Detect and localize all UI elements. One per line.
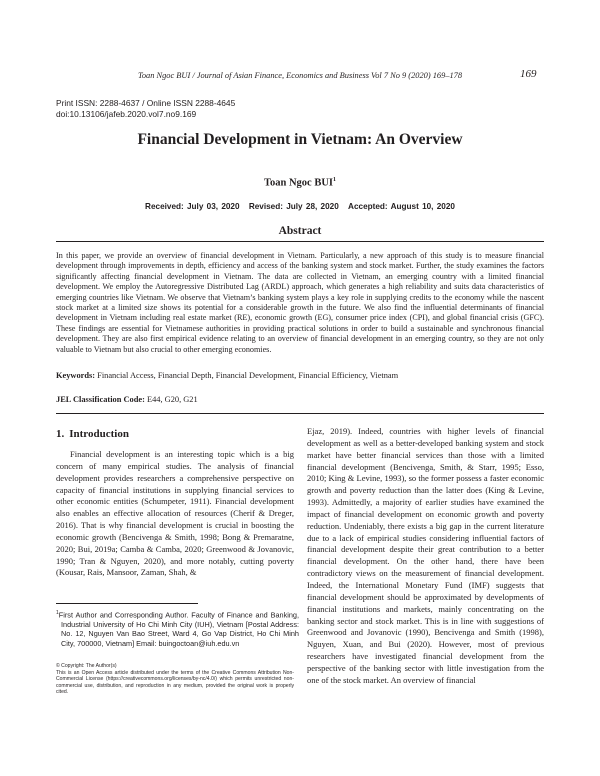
author-affiliation-marker: 1 — [333, 177, 337, 183]
license-notice: This is an Open Access article distributed under the terms of the Creative Commons Attribution Non-Commercial License (https://creativecommons.org/licenses/by-nc/4.0/) which permits unrestricted non-commercial use, distribution, and reproduction in any medium, provided the original work is properly cited. — [56, 670, 294, 696]
footnote-divider — [56, 603, 198, 604]
submission-dates — [56, 202, 544, 211]
footnote — [56, 609, 299, 648]
abstract-divider — [56, 241, 544, 242]
identifiers-block — [56, 98, 235, 120]
copyright-notice: © Copyright: The Author(s) — [56, 663, 117, 669]
footnote-text: First Author and Corresponding Author. Faculty of Finance and Banking, Industrial University of Ho Chi Minh City (IUH), Vietnam [Postal Address: No. 12, Nguyen Van Bao Street, Ward 4, Go Vap District, Ho Chi Minh City, 700000, Vietnam] Email: buingoctoan@iuh.edu.vn — [58, 610, 299, 648]
abstract-heading: Abstract — [278, 225, 322, 237]
accepted-date: Accepted: August 10, 2020 — [348, 202, 455, 211]
section-number: 1. — [56, 428, 65, 440]
keywords-text: Financial Access, Financial Depth, Financial Development, Financial Efficiency, Vietnam — [97, 371, 399, 380]
section-title: Introduction — [69, 428, 129, 440]
issn-line: Print ISSN: 2288-4637 / Online ISSN 2288-4645 — [56, 98, 236, 108]
running-header: Toan Ngoc BUI / Journal of Asian Finance, Economics and Business Vol 7 No 9 (2020) 169–178 — [137, 71, 463, 80]
doi-line: doi:10.13106/jafeb.2020.vol7.no9.169 — [56, 109, 197, 119]
section-heading — [56, 428, 134, 440]
body-left-column: Financial development is an interesting topic which is a big concern of many empirical studies. The analysis of financial development provides researchers a comprehensive perspective on capacity of financial institutions in supplying financial services to other economic entities (Schumpeter, 1911). Financial development also enables an effective allocation of resources (Cherif & Dreger, 2016). That is why financial development is crucial in boosting the economic growth (Bencivenga & Smith, 1998; Bong & Premaratne, 2020; Bui, 2019a; Camba & Camba, 2020; Greenwood & Jovanovic, 1990; Tran & Nguyen, 2020), and more notably, cutting poverty (Kousar, Rais, Mansoor, Zaman, Shah, & — [56, 449, 294, 578]
paper-title: Financial Development in Vietnam: An Overview — [137, 131, 463, 148]
author-line — [56, 177, 544, 189]
jel-codes: E44, G20, G21 — [146, 395, 198, 404]
body-right-column: Ejaz, 2019). Indeed, countries with higher levels of financial development as well as a better-developed banking system and stock market have better financial services than those with a limited financial development (Bencivenga, Smith, & Starr, 1995; Esso, 2010; King & Levine, 1993), so the former possess a faster economic growth and poverty reduction than the latter does (King & Levine, 1993). Admittedly, a majority of earlier studies have examined the impact of financial development on economic growth and poverty reduction. Undeniably, there exists a big gap in the current literature due to a lack of empirical studies considering influential factors of financial development despite their great contribution to a better financial development. On the other hand, there have been contradictory views on the measurement of financial development. Indeed, the International Monetary Fund (IMF) suggests that financial development should be approximated by developments of financial institutions and markets, mainly concentrating on the banking sector and stock market. This is in line with suggestions of Greenwood and Jovanovic (1990), Bencivenga and Smith (1998), Nguyen, Xuan, and Bui (2020). However, most of previous researchers have investigated financial development from the perspective of the banking sector with little investigation from the one of the stock market. An overview of financial — [307, 426, 544, 685]
keywords-label: Keywords: — [56, 371, 96, 380]
received-date: Received: July 03, 2020 — [145, 202, 240, 211]
jel-line — [56, 395, 544, 404]
keywords-line — [56, 371, 544, 380]
jel-label: JEL Classification Code: — [56, 395, 145, 404]
footnote-marker: 1 — [56, 610, 59, 616]
page-number: 169 — [520, 68, 537, 80]
abstract-text: In this paper, we provide an overview of financial development in Vietnam. Particularly, a new approach of this study is to measure financial development through improvements in depth, efficiency and access of the banking system and stock market. Further, the study examines the factors significantly affecting financial development in Vietnam. The data are collected in Vietnam, an emerging country with a limited financial development. We employ the Autoregressive Distributed Lag (ARDL) approach, which generates a high reliability and suits data characteristics of emerging countries like Vietnam. We observe that Vietnam’s banking system plays a key role in supplying credits to the economy while the nascent stock market at a limited size shows its potential for a considerable growth in the future. We also find the influential determinants of financial development in Vietnam including real estate market (RE), economic growth (EG), consumer price index (CPI), and global financial crisis (GFC). These findings are essential for Vietnamese authorities in providing practical solutions in order to build a sustainable and synchronous financial development. They are also first empirical evidence relating to an overview of financial development in an emerging country, so they are not only valuable to Vietnam but also crucial to other emerging economies. — [56, 251, 544, 354]
author-name: Toan Ngoc BUI — [263, 177, 334, 189]
body-divider — [56, 413, 544, 414]
revised-date: Revised: July 28, 2020 — [248, 202, 339, 211]
